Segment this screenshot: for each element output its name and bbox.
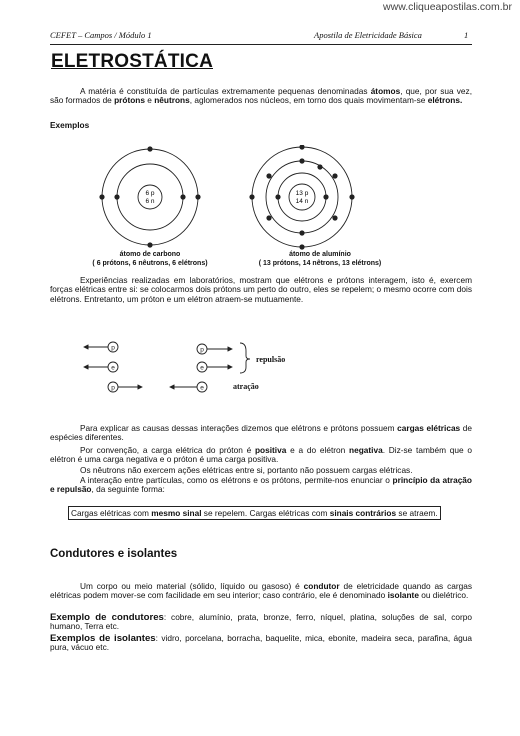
electron-symbol: e — [111, 364, 115, 372]
carbon-nucleus-protons: 6 p — [145, 190, 155, 197]
proton-symbol: p — [111, 384, 115, 392]
header-rule — [50, 44, 472, 45]
conductor-paragraph: Um corpo ou meio material (sólido, líquido ou gasoso) é condutor de eletricidade quando as cargas elétricas podem mover-se com facilidade em seu interior; caso contrário, ele é denominado isolante ou dielétrico. — [50, 581, 472, 601]
section-title: Condutores e isolantes — [50, 548, 178, 560]
intro-paragraph: A matéria é constituída de partículas extremamente pequenas denominadas átomos, que, por sua vez, são formados de prótons e nêutrons, aglomerados nos núcleos, em torno dos quais movimentam-se elétrons. — [50, 86, 472, 106]
proton-symbol: p — [200, 346, 204, 354]
attraction-label: atração — [233, 382, 259, 391]
charges-paragraph: Para explicar as causas dessas interações dizemos que elétrons e prótons possuem cargas elétricas de espécies diferentes. — [50, 423, 472, 443]
carbon-atom — [99, 146, 200, 247]
page-title: ELETROSTÁTICA — [51, 51, 213, 72]
insulators-examples: Exemplos de isolantes: vidro, porcelana, borracha, baquelite, mica, ebonite, madeira seca, parafina, água pura, vácuo etc. — [50, 633, 473, 653]
site-url: www.cliqueapostilas.com.br — [383, 1, 512, 13]
experiments-paragraph: Experiências realizadas em laboratórios, mostram que elétrons e prótons interagem, isto é, exercem forças elétricas entre si: se colocarmos dois prótons um perto do outro, eles se repelem; o mesmo ocorre com dois elétrons. Entretanto, um próton e um elétron atraem-se mutuamente. — [50, 275, 472, 304]
conductors-examples: Exemplo de condutores: cobre, alumínio, prata, bronze, ferro, níquel, platina, soluções de sal, corpo humano, Terra etc. — [50, 612, 472, 632]
principle-paragraph: A interação entre partículas, como os elétrons e os prótons, permite-nos enunciar o princípio da atração e repulsão, da seguinte forma: — [50, 475, 472, 495]
header-booklet-title: Apostila de Eletricidade Básica — [314, 30, 422, 40]
carbon-caption: átomo de carbono ( 6 prótons, 6 nêutrons, 6 elétrons) — [92, 251, 208, 267]
aluminum-caption: átomo de alumínio ( 13 prótons, 14 nêtrons, 13 elétrons) — [258, 251, 382, 267]
aluminum-nucleus-neutrons: 14 n — [295, 198, 309, 205]
principle-statement-box: Cargas elétricas com mesmo sinal se repelem. Cargas elétricas com sinais contrários se atraem. — [68, 506, 441, 520]
electron-symbol: e — [200, 384, 204, 392]
repulsion-label: repulsão — [256, 355, 286, 364]
electron-symbol: e — [200, 364, 204, 372]
carbon-nucleus-neutrons: 6 n — [145, 198, 155, 205]
proton-symbol: p — [111, 344, 115, 352]
aluminum-nucleus-protons: 13 p — [295, 190, 309, 197]
atom-diagrams — [50, 145, 470, 250]
neutrons-paragraph: Os nêutrons não exercem ações elétricas entre si, portanto não possuem cargas elétricas. — [80, 465, 413, 475]
header-page-number: 1 — [464, 30, 469, 40]
interaction-diagram — [70, 335, 330, 405]
header-course: CEFET – Campos / Módulo 1 — [50, 30, 152, 40]
convention-paragraph: Por convenção, a carga elétrica do próton é positiva e a do elétron negativa. Diz-se também que o elétron é uma carga negativa e o próton é uma carga positiva. — [50, 445, 472, 465]
examples-label: Exemplos — [50, 120, 90, 130]
